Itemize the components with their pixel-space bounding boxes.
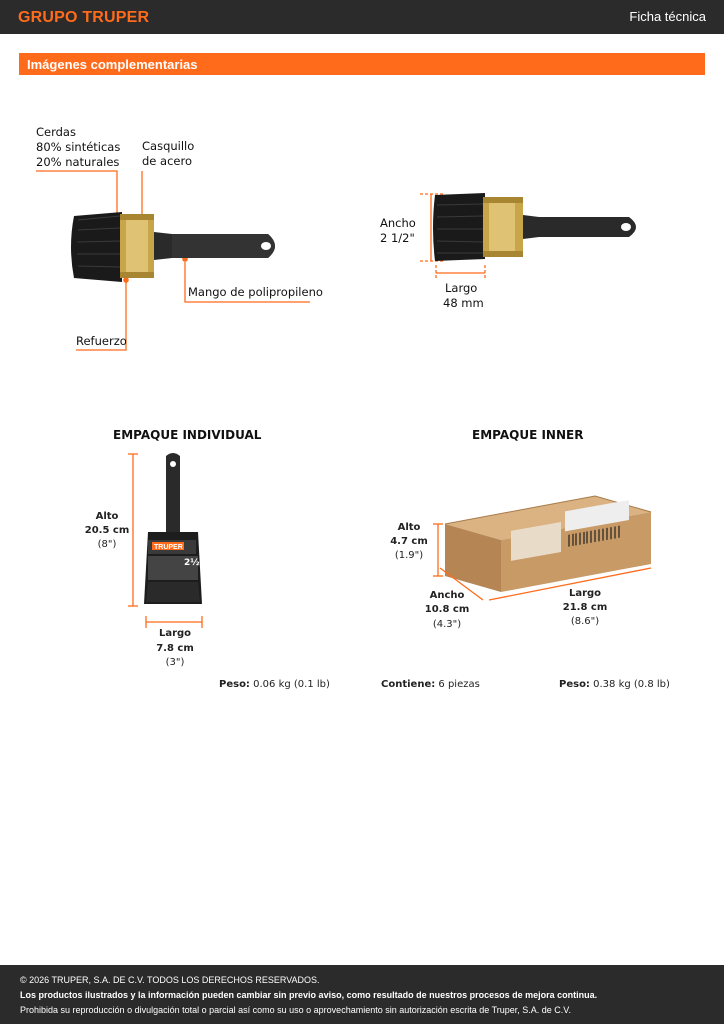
individual-alto-line3: (8") <box>97 539 117 550</box>
footer-copyright: © 2026 TRUPER, S.A. DE C.V. TODOS LOS DERECHOS RESERVADOS. <box>20 975 320 985</box>
mango-label: Mango de polipropileno <box>188 285 323 299</box>
brand-logo: GRUPO TRUPER <box>18 9 150 26</box>
inner-weight <box>559 679 670 690</box>
cerdas-label-line2: 80% sintéticas <box>36 140 121 154</box>
inner-largo-line2: 21.8 cm <box>562 602 608 613</box>
inner-weight-value: 0.38 kg (0.8 lb) <box>593 679 670 690</box>
inner-alto-line2: 4.7 cm <box>390 536 428 547</box>
individual-largo-line3: (3") <box>165 657 185 668</box>
largo-label-line2: 48 mm <box>443 296 484 310</box>
brush-image-small <box>433 193 636 261</box>
inner-ancho-line1: Ancho <box>429 590 465 601</box>
footer <box>0 965 724 1024</box>
section-title: Imágenes complementarias <box>27 57 198 72</box>
brush-dimensions-diagram <box>415 185 655 285</box>
inner-ancho-line3: (4.3") <box>432 619 462 630</box>
individual-largo-line1: Largo <box>158 628 192 639</box>
footer-prohibition: Prohibida su reproducción o divulgación total o parcial así como su uso o aprovechamiento sin autorización escrita de Truper, S.A. de C.V. <box>20 1005 571 1015</box>
refuerzo-label: Refuerzo <box>76 334 127 348</box>
inner-ancho-line2: 10.8 cm <box>424 604 470 615</box>
individual-weight <box>219 679 330 690</box>
individual-largo-line2: 7.8 cm <box>156 643 194 654</box>
inner-alto-line1: Alto <box>397 522 421 533</box>
ancho-label-line2: 2 1/2" <box>380 231 415 245</box>
inner-contents-value: 6 piezas <box>438 679 480 690</box>
individual-weight-value: 0.06 kg (0.1 lb) <box>253 679 330 690</box>
brush-image <box>71 212 275 282</box>
cardboard-box-image <box>445 496 651 592</box>
individual-alto-line1: Alto <box>95 511 119 522</box>
footer-notice: Los productos ilustrados y la información pueden cambiar sin previo aviso, como resultado de nuestros procesos de mejora continua. <box>20 990 598 1000</box>
pack-brand-text: TRUPER <box>154 544 183 551</box>
casquillo-label-line2: de acero <box>142 154 192 168</box>
packaged-brush-image <box>144 453 202 604</box>
cerdas-label-line1: Cerdas <box>36 125 76 139</box>
inner-contents <box>381 679 480 690</box>
inner-largo-line3: (8.6") <box>570 616 600 627</box>
ancho-label-line1: Ancho <box>380 216 416 230</box>
empaque-individual-title: EMPAQUE INDIVIDUAL <box>113 428 262 442</box>
casquillo-label-line1: Casquillo <box>142 139 195 153</box>
inner-weight-label: Peso: <box>559 679 590 690</box>
largo-label-line1: Largo <box>445 281 478 295</box>
individual-package-diagram <box>120 448 220 628</box>
individual-weight-label: Peso: <box>219 679 250 690</box>
inner-largo-line1: Largo <box>568 588 602 599</box>
pack-size-text: 2½ <box>184 558 200 568</box>
cerdas-label-line3: 20% naturales <box>36 155 120 169</box>
individual-alto-line2: 20.5 cm <box>84 525 130 536</box>
inner-alto-line3: (1.9") <box>394 550 424 561</box>
section-header-bar <box>19 53 705 75</box>
inner-contents-label: Contiene: <box>381 679 436 690</box>
top-header <box>0 0 724 34</box>
empaque-inner-title: EMPAQUE INNER <box>472 428 584 442</box>
document-type-label: Ficha técnica <box>629 9 706 24</box>
